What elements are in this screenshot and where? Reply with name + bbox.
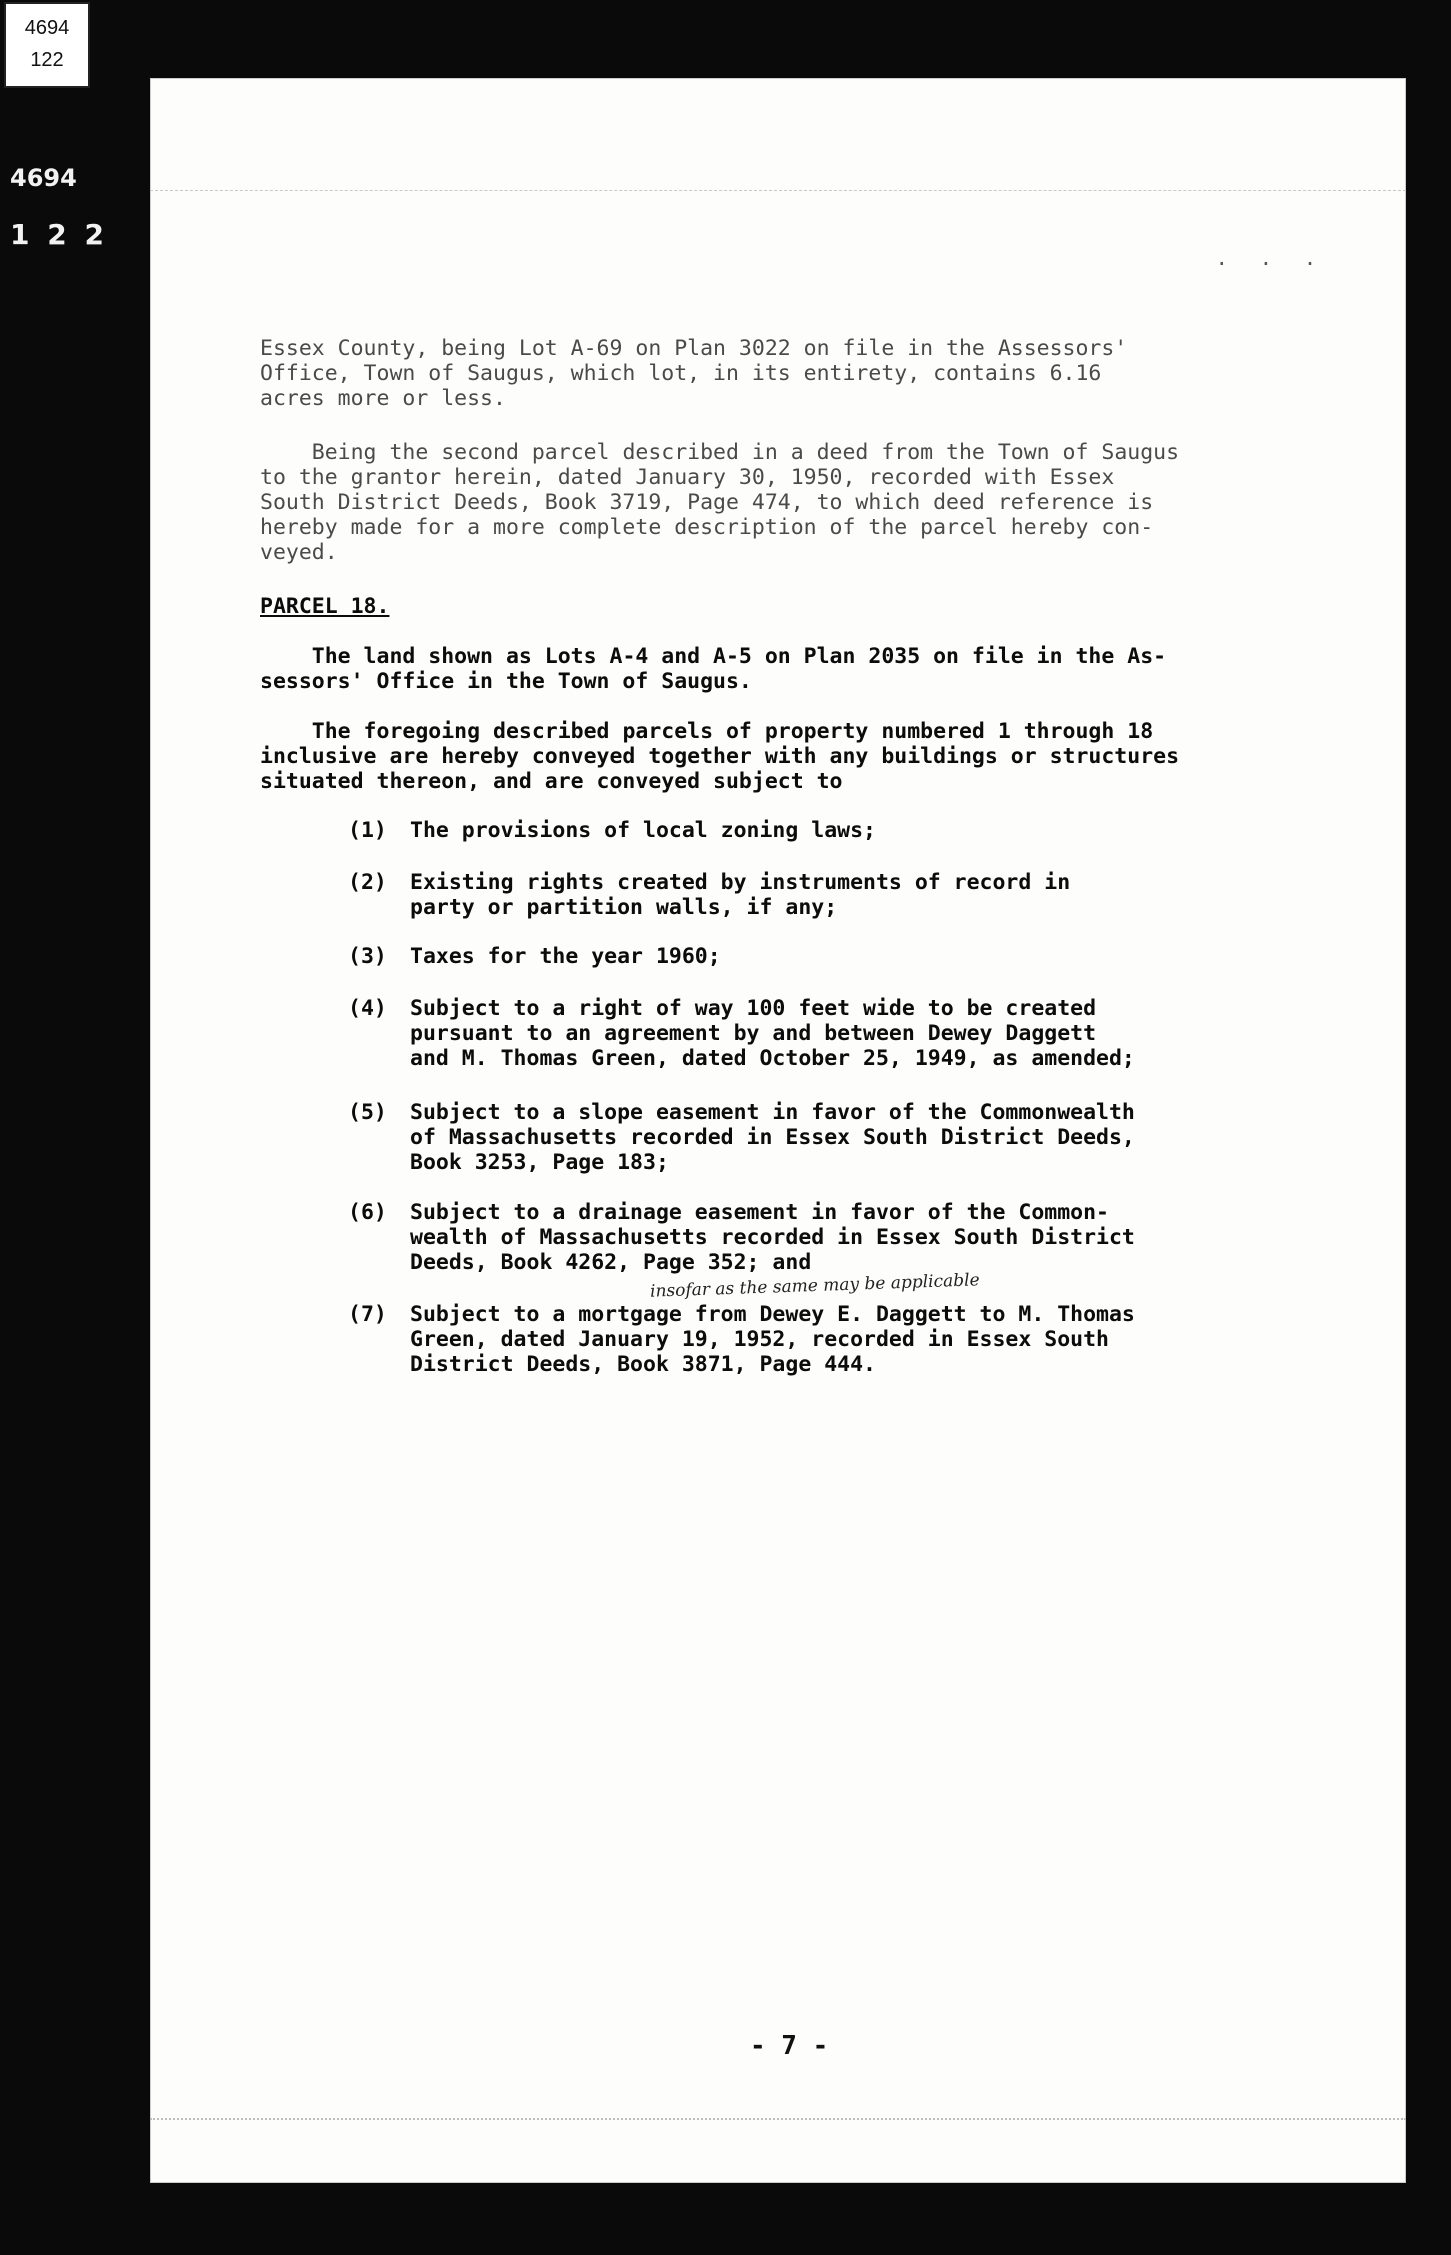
side-book-stamp: 4694 [10, 164, 77, 192]
record-number-stamp [4, 2, 90, 88]
list-item-text: The provisions of local zoning laws; [410, 818, 876, 843]
document-page [150, 78, 1406, 2183]
scan-artifact-line [150, 190, 1406, 191]
list-item-text: Subject to a right of way 100 feet wide to be created pursuant to an agreement by and between Dewey Daggett and M. Thomas Green, dated October 25, 1949, as amended; [410, 996, 1135, 1071]
paragraph-conveyance: The foregoing described parcels of property numbered 1 through 18 inclusive are hereby conveyed together with any buildings or structures situated thereon, and are conveyed subject to [260, 719, 1180, 794]
list-item-number: (2) [348, 870, 387, 895]
list-item-number: (1) [348, 818, 387, 843]
stamp-book-number: 4694 [24, 17, 70, 39]
list-item-number: (6) [348, 1200, 387, 1225]
list-item-text: Existing rights created by instruments of record in party or partition walls, if any; [410, 870, 1071, 920]
list-item-text: Subject to a mortgage from Dewey E. Daggett to M. Thomas Green, dated January 19, 1952, recorded in Essex South District Deeds, Book 3871, Page 444. [410, 1302, 1135, 1377]
handwritten-insertion: insofar as the same may be applicable [649, 1270, 980, 1302]
side-page-stamp: 1 2 2 [10, 218, 108, 251]
scan-artifact-dots: . . . [1215, 246, 1326, 270]
list-item-number: (7) [348, 1302, 387, 1327]
list-item-text: Taxes for the year 1960; [410, 944, 721, 969]
paragraph-deed-reference: Being the second parcel described in a deed from the Town of Saugus to the grantor herein, dated January 30, 1950, recorded with Essex South District Deeds, Book 3719, Page 474, to which deed reference is hereby made for a more complete description of the parcel hereby con- veyed. [260, 440, 1180, 565]
paragraph-parcel-18: The land shown as Lots A-4 and A-5 on Plan 2035 on file in the As- sessors' Office in the Town of Saugus. [260, 644, 1167, 694]
list-item-number: (5) [348, 1100, 387, 1125]
paragraph-lot-description: Essex County, being Lot A-69 on Plan 3022 on file in the Assessors' Office, Town of Saugus, which lot, in its entirety, contains 6.16 acres more or less. [260, 336, 1128, 411]
parcel-heading: PARCEL 18. [260, 594, 390, 619]
list-item-number: (3) [348, 944, 387, 969]
list-item-text: Subject to a drainage easement in favor of the Common- wealth of Massachusetts recorded in Essex South District Deeds, Book 4262, Page 352; and [410, 1200, 1135, 1275]
scan-artifact-line [150, 2118, 1406, 2120]
page-number: - 7 - [750, 2031, 829, 2061]
stamp-page-number: 122 [30, 49, 64, 71]
list-item-text: Subject to a slope easement in favor of the Commonwealth of Massachusetts recorded in Essex South District Deeds, Book 3253, Page 183; [410, 1100, 1135, 1175]
list-item-number: (4) [348, 996, 387, 1021]
